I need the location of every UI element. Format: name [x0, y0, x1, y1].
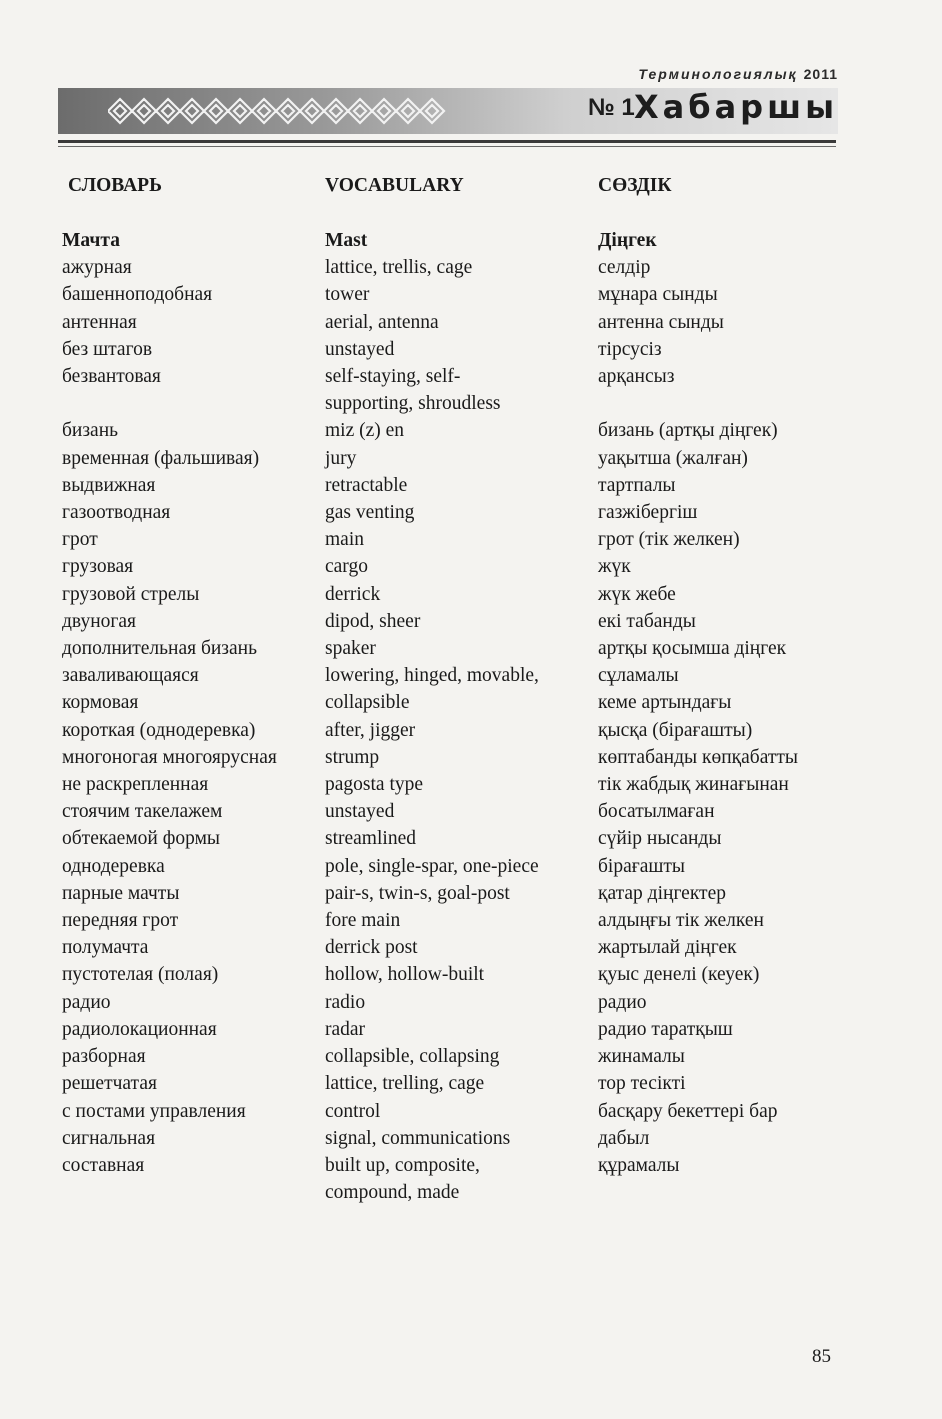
column-kz: [598, 172, 838, 1179]
term-kz: мұнара сынды: [598, 284, 718, 306]
term-ru: бизань: [62, 420, 119, 442]
term-ru: с постами управления: [62, 1100, 246, 1122]
term-ru: разборная: [62, 1046, 146, 1068]
term-ru: Мачта: [62, 230, 120, 251]
term-ru: решетчатая: [62, 1073, 157, 1095]
term-kz: радио: [598, 991, 647, 1013]
term-en: tower: [325, 284, 370, 306]
rows-ru: [62, 227, 317, 1179]
term-en: pole, single-spar, one-piece: [325, 855, 539, 877]
term-ru: короткая (однодеревка): [62, 719, 256, 741]
term-ru: однодеревка: [62, 855, 165, 877]
term-ru: не раскрепленная: [62, 774, 209, 796]
term-ru: обтекаемой формы: [62, 828, 221, 850]
term-ru: без штагов: [62, 338, 153, 360]
term-kz: жартылай діңгек: [598, 937, 737, 959]
term-kz: босатылмаған: [598, 801, 715, 823]
term-kz: [598, 390, 838, 417]
term-ru: парные мачты: [62, 882, 180, 904]
term-kz: қысқа (бірағашты): [598, 719, 753, 741]
term-en: signal, communications: [325, 1127, 511, 1149]
term-ru: выдвижная: [62, 474, 156, 496]
term-ru: антенная: [62, 311, 137, 333]
header-rule: [58, 140, 836, 143]
term-ru: ажурная: [62, 257, 132, 279]
term-en: unstayed: [325, 338, 395, 360]
term-ru: составная: [62, 1154, 145, 1176]
column-en: [325, 172, 590, 1206]
term-en: dipod, sheer: [325, 610, 421, 632]
term-kz: тірсусіз: [598, 338, 662, 360]
term-en: aerial, antenna: [325, 311, 439, 333]
term-kz: құрамалы: [598, 1154, 680, 1176]
term-en: hollow, hollow-built: [325, 964, 485, 986]
term-ru: многоногая многоярусная: [62, 746, 277, 768]
term-kz: артқы қосымша діңгек: [598, 638, 787, 660]
term-en: fore main: [325, 910, 401, 932]
term-en: retractable: [325, 474, 408, 496]
term-ru: грузовая: [62, 556, 134, 578]
term-ru: грузовой стрелы: [62, 583, 200, 605]
term-en: spaker: [325, 638, 376, 660]
rows-en: [325, 227, 590, 1206]
term-en: miz (z) en: [325, 420, 405, 442]
term-en: pair-s, twin-s, goal-post: [325, 882, 510, 904]
term-kz: тор тесікті: [598, 1073, 686, 1095]
journal-title: Терминологиялық: [638, 66, 798, 82]
issue-number: № 1: [588, 94, 635, 121]
term-kz: арқансыз: [598, 366, 675, 388]
term-en: radar: [325, 1018, 366, 1040]
term-ru: грот: [62, 529, 98, 551]
term-kz: жинамалы: [598, 1046, 685, 1068]
term-en: pagosta type: [325, 774, 424, 796]
term-ru: двуногая: [62, 610, 137, 632]
term-en: strump: [325, 746, 380, 768]
term-en: self-staying, self-: [325, 366, 461, 388]
term-kz: сұламалы: [598, 665, 679, 687]
term-kz: екі табанды: [598, 610, 696, 632]
term-kz: дабыл: [598, 1127, 650, 1149]
term-kz: алдыңғы тік желкен: [598, 910, 764, 932]
ornament-icon: [108, 94, 458, 128]
term-ru: безвантовая: [62, 366, 161, 388]
term-ru: газоотводная: [62, 502, 171, 524]
term-en: lowering, hinged, movable,: [325, 665, 539, 687]
term-kz: кеме артындағы: [598, 692, 732, 714]
term-en: lattice, trelling, cage: [325, 1073, 485, 1095]
term-en: control: [325, 1100, 381, 1122]
header-rule-thin: [58, 146, 836, 147]
term-kz: газжібергіш: [598, 502, 698, 524]
term-ru: временная (фальшивая): [62, 447, 260, 469]
term-kz: антенна сынды: [598, 311, 724, 333]
term-en: supporting, shroudless: [325, 393, 501, 415]
term-kz: сүйір нысанды: [598, 828, 722, 850]
term-en: main: [325, 529, 364, 551]
term-en: unstayed: [325, 801, 395, 823]
term-kz: басқару бекеттері бар: [598, 1100, 778, 1122]
magazine-title: Хабаршы: [633, 88, 838, 126]
term-ru: заваливающаяся: [62, 665, 199, 687]
journal-year: 2011: [803, 66, 838, 82]
column-title-kz: СӨЗДІК: [598, 175, 672, 196]
term-kz: жүк: [598, 556, 631, 578]
term-en: cargo: [325, 556, 368, 578]
column-title-en: VOCABULARY: [325, 175, 464, 196]
term-en: streamlined: [325, 828, 416, 850]
term-en: Mast: [325, 230, 368, 251]
term-kz: бизань (артқы діңгек): [598, 420, 778, 442]
term-kz: селдір: [598, 257, 651, 279]
term-en: built up, composite,: [325, 1154, 480, 1176]
term-ru: передняя грот: [62, 910, 179, 932]
page-number: 85: [812, 1346, 831, 1367]
term-kz: көптабанды көпқабатты: [598, 746, 798, 768]
term-kz: қуыс денелі (кеуек): [598, 964, 760, 986]
term-en: compound, made: [325, 1182, 460, 1204]
term-ru: пустотелая (полая): [62, 964, 219, 986]
term-kz: Діңгек: [598, 230, 657, 251]
term-kz: тартпалы: [598, 474, 676, 496]
term-en: jury: [325, 447, 357, 469]
term-en: collapsible, collapsing: [325, 1046, 500, 1068]
term-ru: башенноподобная: [62, 284, 213, 306]
term-en: lattice, trellis, cage: [325, 257, 473, 279]
term-kz: уақытша (жалған): [598, 447, 748, 469]
term-en: after, jigger: [325, 719, 416, 741]
term-en: derrick: [325, 583, 381, 605]
term-ru: стоячим такелажем: [62, 801, 223, 823]
term-en: gas venting: [325, 502, 415, 524]
term-ru: радио: [62, 991, 111, 1013]
term-kz: тік жабдық жинағынан: [598, 774, 789, 796]
term-ru: сигнальная: [62, 1127, 156, 1149]
term-ru: [62, 390, 317, 417]
column-title-ru: СЛОВАРЬ: [68, 175, 162, 196]
term-kz: бірағашты: [598, 855, 686, 877]
term-ru: кормовая: [62, 692, 139, 714]
column-ru: [62, 172, 317, 1179]
term-kz: радио таратқыш: [598, 1018, 733, 1040]
term-ru: полумачта: [62, 937, 149, 959]
term-ru: радиолокационная: [62, 1018, 217, 1040]
term-kz: грот (тік желкен): [598, 529, 740, 551]
term-ru: дополнительная бизань: [62, 638, 257, 660]
rows-kz: [598, 227, 838, 1179]
journal-name: [588, 66, 838, 82]
term-en: radio: [325, 991, 366, 1013]
term-en: derrick post: [325, 937, 418, 959]
term-en: collapsible: [325, 692, 410, 714]
term-kz: жүк жебе: [598, 583, 676, 605]
term-kz: қатар діңгектер: [598, 882, 726, 904]
